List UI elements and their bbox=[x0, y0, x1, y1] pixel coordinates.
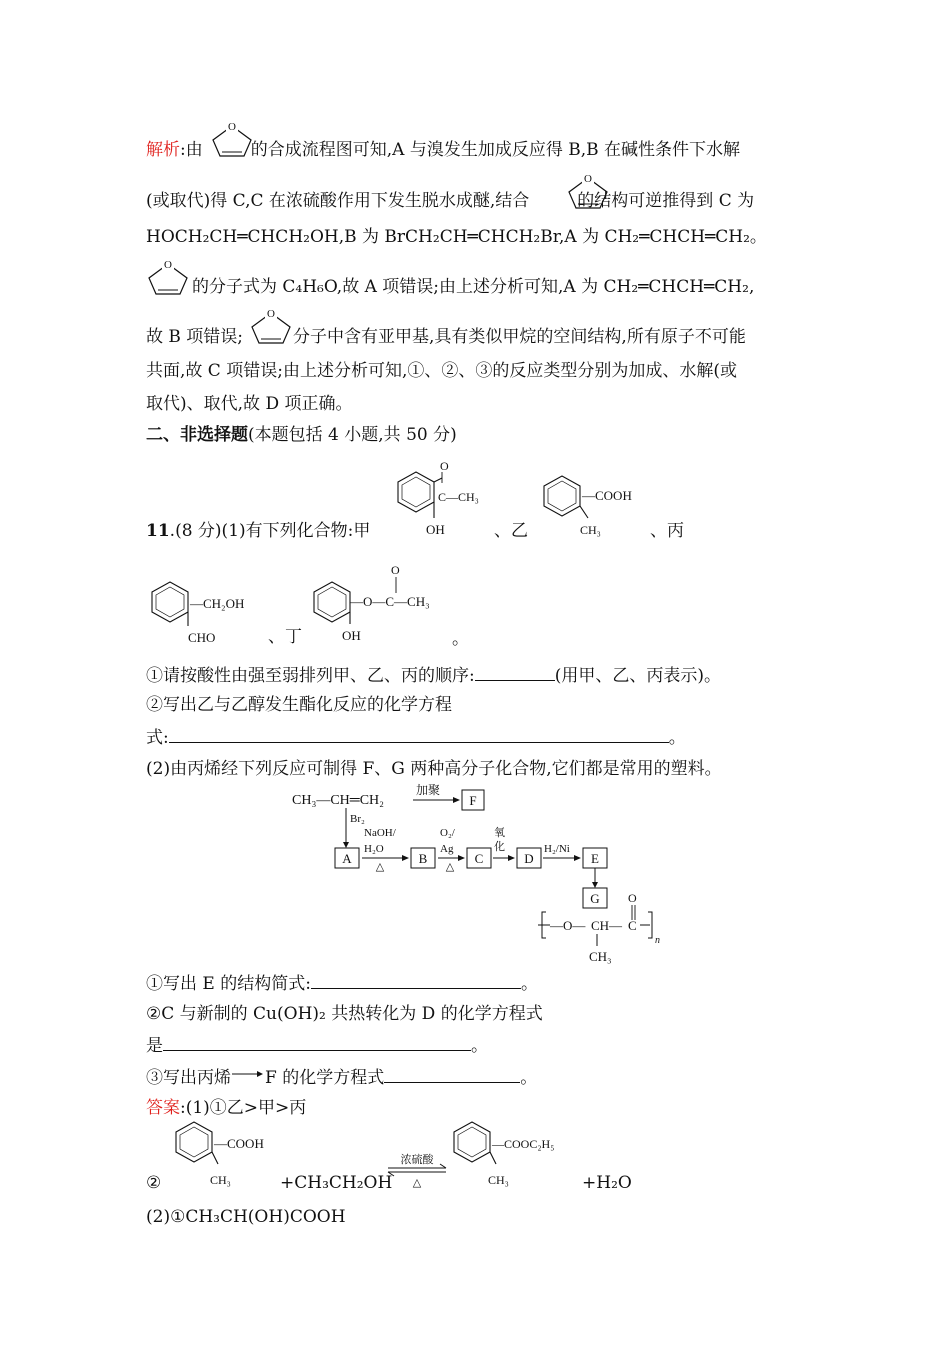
svg-text:CH₃: CH₃ bbox=[589, 949, 612, 964]
analysis-text: 分子中含有亚甲基,具有类似甲烷的空间结构,所有原子不可能 bbox=[293, 327, 746, 347]
svg-text:Br₂: Br₂ bbox=[350, 813, 365, 825]
q11-1-2b bbox=[146, 726, 686, 749]
question-text: (用甲、乙、丙表示)。 bbox=[554, 666, 721, 686]
svg-text:CH₃: CH₃ bbox=[210, 1173, 231, 1187]
svg-text:O₂/: O₂/ bbox=[440, 827, 455, 839]
answer-line-2: ② bbox=[146, 1173, 162, 1193]
svg-text:O: O bbox=[440, 459, 449, 473]
question-text: 。 bbox=[471, 1036, 488, 1056]
svg-text:CHO: CHO bbox=[188, 630, 216, 645]
svg-text:—O—: —O— bbox=[550, 918, 586, 933]
sep-bing: 、丙 bbox=[650, 521, 684, 541]
analysis-text: :由 bbox=[180, 140, 203, 160]
svg-text:G: G bbox=[590, 891, 600, 906]
furan-ring-1 bbox=[207, 118, 257, 160]
section-note: (本题包括 4 小题,共 50 分) bbox=[248, 425, 457, 445]
sep-yi: 、乙 bbox=[494, 521, 528, 541]
svg-text:A: A bbox=[342, 851, 352, 866]
svg-text:C: C bbox=[628, 918, 637, 933]
svg-text:△: △ bbox=[445, 861, 455, 873]
q11-intro-line bbox=[146, 520, 370, 542]
svg-text:H₂/Ni: H₂/Ni bbox=[544, 843, 570, 855]
compound-bing bbox=[146, 578, 266, 648]
q11-2-intro: (2)由丙烯经下列反应可制得 F、G 两种高分子化合物,它们都是常用的塑料。 bbox=[146, 759, 722, 779]
furan-ring-3 bbox=[143, 256, 193, 298]
arrow-icon bbox=[232, 1069, 264, 1079]
analysis-line-2 bbox=[146, 190, 754, 212]
furan-ring-2 bbox=[563, 170, 613, 212]
question-text: F 的化学方程式 bbox=[265, 1068, 385, 1088]
svg-text:△: △ bbox=[412, 1177, 422, 1189]
question-text: 。 bbox=[520, 974, 538, 994]
section-title: 二、非选择题 bbox=[146, 425, 248, 445]
svg-text:O: O bbox=[267, 308, 275, 320]
analysis-text: 故 B 项错误; bbox=[146, 327, 244, 347]
svg-text:C—CH₃: C—CH₃ bbox=[438, 490, 479, 504]
svg-text:O: O bbox=[391, 563, 400, 577]
analysis-label: 解析 bbox=[146, 140, 180, 160]
svg-text:Ag: Ag bbox=[440, 843, 454, 855]
svg-text:O: O bbox=[628, 891, 637, 905]
question-text: 。 bbox=[520, 1068, 538, 1088]
svg-text:化: 化 bbox=[494, 841, 505, 853]
q11-2-3 bbox=[146, 1066, 537, 1089]
svg-text:O: O bbox=[164, 259, 172, 271]
svg-text:NaOH/: NaOH/ bbox=[364, 827, 396, 839]
svg-text:—COOC₂H₅: —COOC₂H₅ bbox=[492, 1137, 555, 1151]
svg-text:O: O bbox=[228, 121, 236, 133]
answer-line-3: (2)①CH₃CH(OH)COOH bbox=[146, 1207, 346, 1227]
analysis-line-6: 共面,故 C 项错误;由上述分析可知,①、②、③的反应类型分别为加成、水解(或 bbox=[146, 361, 737, 381]
analysis-line-5 bbox=[146, 326, 746, 348]
answer-label: 答案 bbox=[146, 1098, 180, 1118]
ding-end: 。 bbox=[452, 629, 469, 649]
answer-blank-2[interactable] bbox=[169, 726, 669, 743]
svg-text:—COOH: —COOH bbox=[214, 1136, 264, 1151]
svg-text:C: C bbox=[474, 851, 484, 866]
answer-blank-1[interactable] bbox=[475, 664, 555, 681]
q11-2-1 bbox=[146, 972, 538, 995]
svg-text:D: D bbox=[524, 851, 534, 866]
question-text: 式: bbox=[146, 728, 169, 748]
q11-1-2a: ②写出乙与乙醇发生酯化反应的化学方程 bbox=[146, 695, 452, 715]
q11-1-1 bbox=[146, 664, 721, 687]
furan-ring-4 bbox=[246, 305, 296, 347]
compound-ding bbox=[306, 562, 456, 646]
answer-blank-4[interactable] bbox=[163, 1034, 471, 1051]
analysis-line-3: HOCH₂CH═CHCH₂OH,B 为 BrCH₂CH═CHCH₂Br,A 为 CH₂═CHCH═CH₂。 bbox=[146, 227, 767, 247]
svg-text:F: F bbox=[469, 793, 477, 808]
analysis-text: 的结构可逆推得到 C 为 bbox=[577, 191, 755, 211]
svg-text:—O—C—CH₃: —O—C—CH₃ bbox=[350, 594, 430, 609]
svg-text:n: n bbox=[655, 935, 660, 946]
svg-text:浓硫酸: 浓硫酸 bbox=[400, 1154, 434, 1166]
question-text: ①写出 E 的结构简式: bbox=[146, 974, 311, 994]
q11-intro: .(8 分)(1)有下列化合物:甲 bbox=[169, 521, 371, 541]
question-text: ③写出丙烯 bbox=[146, 1068, 231, 1088]
sep-ding: 、丁 bbox=[268, 627, 302, 647]
answer-line-1 bbox=[146, 1097, 306, 1119]
q11-number: 11 bbox=[146, 521, 170, 541]
q11-2-2b bbox=[146, 1034, 488, 1057]
svg-text:氧: 氧 bbox=[494, 827, 505, 839]
answer-equilibrium-arrow bbox=[382, 1150, 452, 1190]
svg-text:—COOH: —COOH bbox=[582, 488, 632, 503]
svg-text:OH: OH bbox=[342, 628, 361, 643]
q11-2-2a: ②C 与新制的 Cu(OH)₂ 共热转化为 D 的化学方程式 bbox=[146, 1004, 543, 1024]
question-text: 。 bbox=[668, 728, 686, 748]
svg-text:O: O bbox=[584, 173, 592, 185]
svg-text:CH—: CH— bbox=[591, 918, 623, 933]
answer-reactant bbox=[172, 1118, 292, 1188]
answer-product bbox=[450, 1118, 590, 1188]
answer-reagent: +CH₃CH₂OH bbox=[280, 1173, 393, 1193]
answer-blank-3[interactable] bbox=[311, 972, 521, 989]
svg-text:B: B bbox=[418, 851, 428, 866]
analysis-line-4: 的分子式为 C₄H₆O,故 A 项错误;由上述分析可知,A 为 CH₂═CHCH═CH₂, bbox=[192, 277, 755, 297]
answer-blank-5[interactable] bbox=[384, 1066, 520, 1083]
svg-text:E: E bbox=[591, 851, 599, 866]
svg-text:—CH₂OH: —CH₂OH bbox=[190, 596, 245, 611]
svg-text:加聚: 加聚 bbox=[416, 783, 441, 797]
reaction-scheme bbox=[288, 780, 708, 965]
answer-water: +H₂O bbox=[582, 1173, 632, 1193]
svg-text:CH₃: CH₃ bbox=[488, 1173, 509, 1187]
svg-text:△: △ bbox=[375, 861, 385, 873]
svg-text:OH: OH bbox=[426, 522, 445, 537]
analysis-text: 的合成流程图可知,A 与溴发生加成反应得 B,B 在碱性条件下水解 bbox=[250, 140, 741, 160]
analysis-text: (或取代)得 C,C 在浓硫酸作用下发生脱水成醚,结合 bbox=[146, 191, 530, 211]
analysis-line-7: 取代)、取代,故 D 项正确。 bbox=[146, 394, 353, 414]
svg-text:CH₃: CH₃ bbox=[580, 523, 601, 537]
compound-jia bbox=[378, 458, 488, 538]
compound-yi bbox=[540, 468, 660, 538]
answer-text: :(1)①乙>甲>丙 bbox=[180, 1098, 307, 1118]
question-text: ①请按酸性由强至弱排列甲、乙、丙的顺序: bbox=[146, 666, 475, 686]
section-heading bbox=[146, 424, 457, 446]
question-text: 是 bbox=[146, 1036, 163, 1056]
svg-text:CH₃—CH═CH₂: CH₃—CH═CH₂ bbox=[292, 793, 385, 808]
svg-text:H₂O: H₂O bbox=[364, 843, 384, 855]
